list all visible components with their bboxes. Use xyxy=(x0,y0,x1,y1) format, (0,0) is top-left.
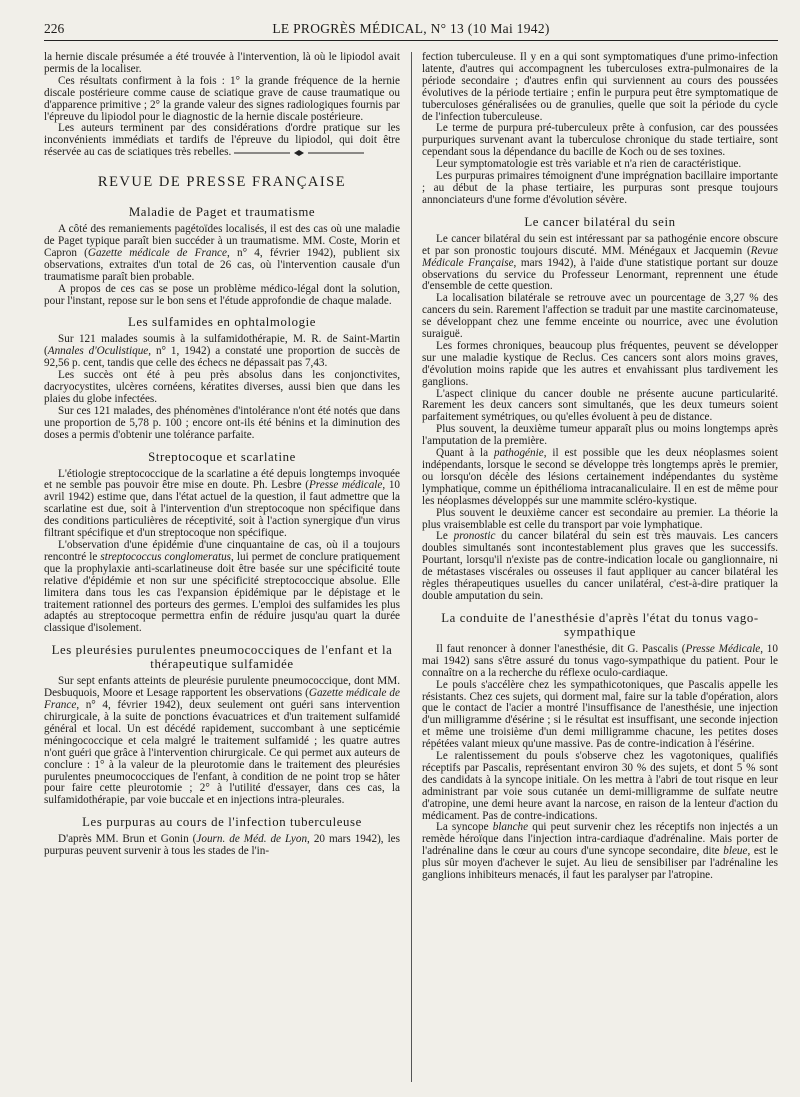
article-title: Les pleurésies purulentes pneumococciques de l'enfant et la thérapeutique sulfamidée xyxy=(51,643,393,672)
paragraph: L'aspect clinique du cancer double ne présente aucune particularité. Rarement les deux cancers sont simultanés, que les deux tumeurs soient parfaitement symétriques, ou qu'elles évoluent à peu de distance. xyxy=(422,387,778,424)
paragraph: Le ralentissement du pouls s'observe chez les vagotoniques, qualifiés réceptifs par Pascalis, représentant environ 30 % des sujets, et dont 5 % sont des candidats à la syncope initiale. On les mettra à l'abri de tout risque en leur administrant par voie sous cutanée un demi-milligramme de sulfate neutre d'atropine, une demi heure avant la narcose, en raison de la lenteur d'action du médicament. Pas de contre-indications. xyxy=(422,750,778,822)
paragraph: Le terme de purpura pré-tuberculeux prête à confusion, car des poussées purpuriques survenant avant la tuberculose chronique du stade tertiaire, sont cependant sous la dépendance du bacille de Koch ou de ses toxines. xyxy=(422,122,778,159)
paragraph: Sur ces 121 malades, des phénomènes d'intolérance n'ont été notés que dans une proportion de 5,78 p. 100 ; encore ont-ils été bénins et la diminution des doses a permis d'obtenir une tolérance parfaite. xyxy=(44,404,400,441)
section-title: REVUE DE PRESSE FRANÇAISE xyxy=(97,174,347,191)
paragraph: Le cancer bilatéral du sein est intéressant par sa pathogénie encore obscure et par son pronostic toujours discuté. MM. Ménégaux et Jacquemin (Revue Médicale Française, mars 1942), à l'aide d'une statistique portant sur douze observations du service du Professeur Lenormant, reprennent une étude d'ensemble de cette question. xyxy=(422,232,778,293)
paragraph: Le pronostic du cancer bilatéral du sein est très mauvais. Les cancers doubles simultanés sont incontestablement plus graves que les successifs. Pourtant, lorsqu'il n'existe pas de contre-indication locale ou ganglionnaire, ni de métastases viscérales ou osseuses il faut appliquer au cancer bilatéral les règles thérapeutiques usuelles du cancer unilatéral, c'est-à-dire pratiquer la double amputation du sein. xyxy=(422,530,778,602)
paragraph: La syncope blanche qui peut survenir chez les réceptifs non injectés a un remède héroïque dans l'injection intra-cardiaque d'adrénaline. Mais porter de l'adrénaline dans le cœur au cours d'une syncope secondaire, dite bleue, est le plus sûr moyen d'achever le sujet. Au lieu de sensibiliser par l'adrénaline les ganglions inhibiteurs menacés, il faut les paralyser par l'atropine. xyxy=(422,821,778,882)
running-title: LE PROGRÈS MÉDICAL, N° 13 (10 Mai 1942) xyxy=(272,21,550,36)
paragraph: L'étiologie streptococcique de la scarlatine a été depuis longtemps invoquée et ne semble pas pouvoir être mise en doute. Ph. Lesbre (Presse médicale, 10 avril 1942) estime que, dans l'état actuel de la question, il faut admettre que la scarlatine est due, soit à l'intervention d'un streptocoque non spécifique dans des conditions particulières de réceptivité, soit à l'action synergique d'un virus filtrant spécifique et d'un streptocoque non spécifique. xyxy=(44,467,400,540)
running-header xyxy=(44,18,778,38)
paragraph: A propos de ces cas se pose un problème médico-légal dont la solution, pour l'instant, repose sur le bon sens et l'étude approfondie de chaque malade. xyxy=(44,282,400,307)
article-title: Streptocoque et scarlatine xyxy=(148,449,296,464)
right-column xyxy=(422,52,778,1088)
paragraph: Il faut renoncer à donner l'anesthésie, dit G. Pascalis (Presse Médicale, 10 mai 1942) sans s'être assuré du tonus vago-sympathique du patient. Pour le connaître on a la recherche du réflexe oculo-cardiaque. xyxy=(422,642,778,679)
article-title: Les purpuras au cours de l'infection tuberculeuse xyxy=(82,815,362,830)
paragraph: D'après MM. Brun et Gonin (Journ. de Méd. de Lyon, 20 mars 1942), les purpuras peuvent survenir à tous les stades de l'in- xyxy=(44,833,400,858)
left-column xyxy=(44,52,400,1088)
paragraph: Quant à la pathogénie, il est possible que les deux néoplasmes soient indépendants, lorsque le second se développe très longtemps après le premier, ou lorsqu'on décèle des lésions certainement indépendantes du système lymphatique, comme un épithélioma intracanaliculaire. Il en est de même pour les néoplasmes développés sur une mammite scléro-kystique. xyxy=(422,447,778,507)
article-title: Le cancer bilatéral du sein xyxy=(524,214,676,229)
paragraph: Sur sept enfants atteints de pleurésie purulente pneumococcique, dont MM. Desbuquois, Moore et Lesage rapportent les observations (Gazette médicale de France, n° 4, février 1942), deux seulement ont guéri sans intervention chirurgicale, à la suite de ponctions évacuatrices et d'un traitement sulfamidé général et local. Un est décédé rapidement, succombant à une septicémie méningococcique et cela malgré le traitement sulfamidé ; les quatre autres n'ont guéri que grâce à l'intervention chirurgicale. Ce qui permet aux auteurs de conclure : 1° à la valeur de la pleurotomie dans le traitement des pleurésies purulentes pneumococciques de l'enfant, à condition de ne point trop se hâter pour faire cette pleurotomie ; 2° à l'utilité d'essayer, dans ces cas, la sulfamidothérapie, par voie buccale et en injections intra-pleurales. xyxy=(44,675,400,807)
article-title: La conduite de l'anesthésie d'après l'état du tonus vago-sympathique xyxy=(441,610,759,639)
paragraph: Le pouls s'accélère chez les sympathicotoniques, que Pascalis appelle les résistants. Chez ces sujets, qui dorment mal, faire sur la table d'opération, alors que le contact de l'acier a montré l'insuffisance de l'anesthésie, une injection d'un milligramme d'ésérine ; si le résultat est insuffisant, une seconde injection et même une troisième d'un demi milligramme chacune, les petites doses répétées valant mieux qu'une massive. Pas de contre-indication à l'ésérine. xyxy=(422,678,778,751)
article-title: Maladie de Paget et traumatisme xyxy=(128,205,316,220)
journal-page xyxy=(44,18,778,1088)
paragraph: Les succès ont été à peu près absolus dans les conjonctivites, dacryocystites, ulcères cornéens, kératites diverses, aussi bien que dans les plaies du globe infectées. xyxy=(44,369,400,405)
paragraph: Leur symptomatologie est très variable et n'a rien de caractéristique. xyxy=(436,158,742,171)
paragraph: Les purpuras primaires témoignent d'une imprégnation bacillaire importante ; au début de la phase tertiaire, les purpuras sont presque toujours annonciateurs d'une forme d'évolution sévère. xyxy=(422,170,778,206)
paragraph: Plus souvent, la deuxième tumeur apparaît plus ou moins longtemps après l'amputation de la première. xyxy=(422,423,778,448)
paragraph: Les auteurs terminent par des considérations d'ordre pratique sur les inconvénients immédiats et tardifs de l'épreuve du lipiodol, qui doit être réservée au cas de sciatiques très rebelles. xyxy=(44,122,400,159)
page-number: 226 xyxy=(44,21,65,36)
header-rule xyxy=(44,40,778,41)
paragraph: Les formes chroniques, beaucoup plus fréquentes, peuvent se développer sur une maladie kystique de Reclus. Ces cancers sont alors moins graves, d'évolution moins rapide que les autres et envahissant plus tardivement les ganglions. xyxy=(422,339,778,388)
paragraph: Sur 121 malades soumis à la sulfamidothérapie, M. R. de Saint-Martin (Annales d'Oculistique, n° 1, 1942) a constaté une proportion de succès de 92,56 p. cent, tandis que celle des échecs ne dépassait pas 7,43. xyxy=(44,333,400,370)
paragraph: A côté des remaniements pagétoïdes localisés, il est des cas où une maladie de Paget typique paraît bien succéder à un traumatisme. MM. Coste, Morin et Capron (Gazette médicale de France, n° 4, février 1942), publient six observations, extraites d'un total de 26 cas, où l'intervention causale d'un traumatisme paraît bien probable. xyxy=(44,223,400,283)
continued-paragraph: fection tuberculeuse. Il y en a qui sont symptomatiques d'une primo-infection latente, d'autres qui accompagnent les tuberculoses extra-pulmonaires de la période secondaire ; d'autres enfin qui surviennent au cours des poussées évolutives de la période tertiaire ; enfin le purpura peut être symptomatique de tuberculoses généralisées ou de granulies, quelle que soit la période du cycle de l'infection tuberculeuse. xyxy=(422,52,778,123)
end-ornament-icon xyxy=(234,149,364,157)
article-title: Les sulfamides en ophtalmologie xyxy=(127,315,317,330)
paragraph: Ces résultats confirment à la fois : 1° la grande fréquence de la hernie discale postérieure comme cause de sciatique grave de cause traumatique ou d'apparence primitive ; 2° la grande valeur des signes radiologiques fournis par l'épreuve du lipiodol pour le diagnostic de la hernie discale postérieure. xyxy=(44,74,400,123)
paragraph: La localisation bilatérale se retrouve avec un pourcentage de 3,27 % des cancers du sein. Rarement l'affection se traduit par une mastite carcinomateuse, se développant chez une femme enceinte ou nourrice, avec une évolution suraiguë. xyxy=(422,292,778,341)
paragraph: Plus souvent le deuxième cancer est secondaire au premier. La théorie la plus vraisemblable est celle du transport par voie lymphatique. xyxy=(422,506,778,531)
paragraph: L'observation d'une épidémie d'une cinquantaine de cas, où il a toujours rencontré le streptococcus conglomeratus, lui permet de conclure pratiquement que la prophylaxie anti-scarlatineuse doit être basée sur une spécificité toute relative d'épidémie et non sur une spécificité streptococcique absolue. Elle limitera dans tous les cas l'expansion épidémique par le dépistage et le traitement rationnel des porteurs des germes. L'emploi des sulfamides les plus adaptés au streptocoque permettra enfin de réduire jusqu'au quart la durée classique d'isolement. xyxy=(44,539,400,635)
continued-paragraph: la hernie discale présumée a été trouvée à l'intervention, là où le lipiodol avait permis de la localiser. xyxy=(44,52,400,75)
